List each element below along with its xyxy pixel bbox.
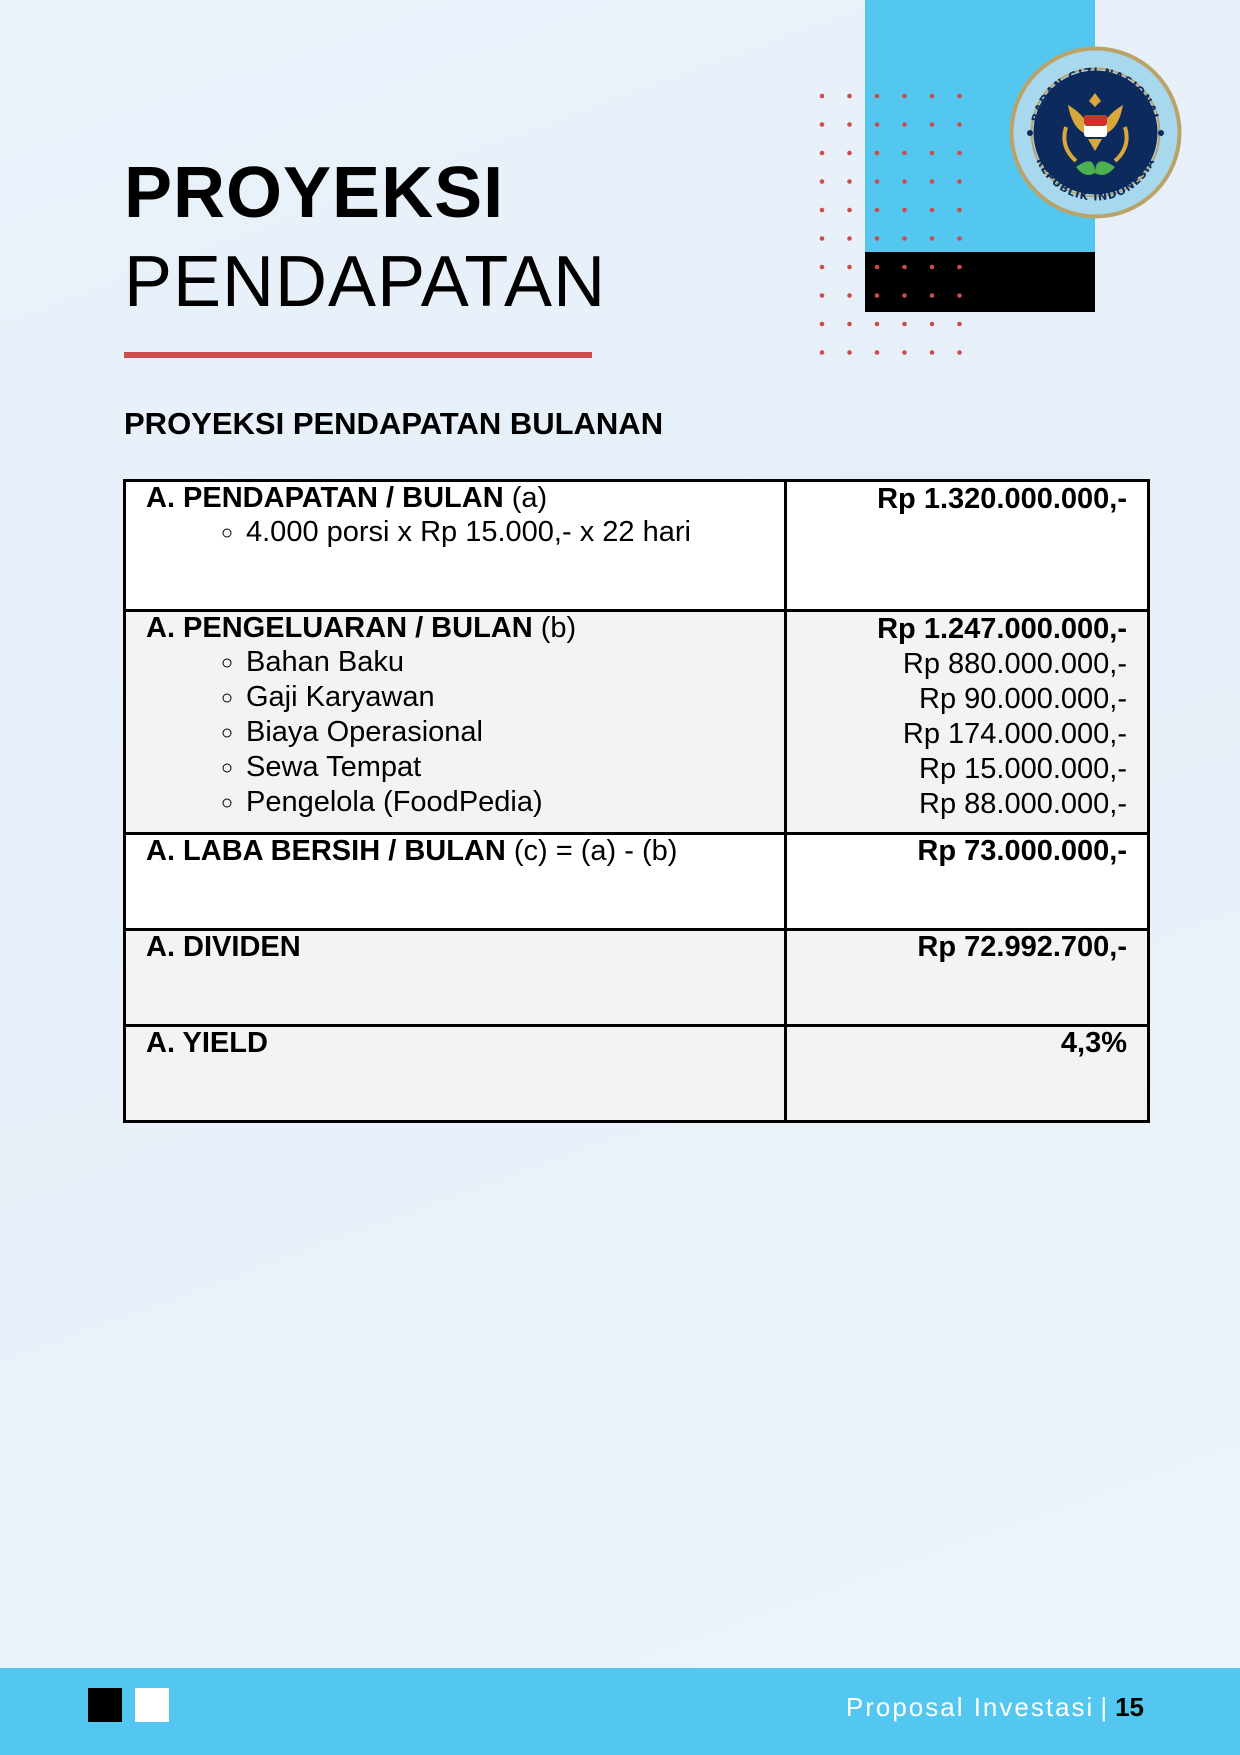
income-label: A. PENDAPATAN / BULAN (146, 482, 504, 514)
decorative-dot (902, 322, 907, 327)
decorative-dot (930, 208, 935, 213)
decorative-dot (875, 122, 880, 127)
decorative-dot (847, 122, 852, 127)
decorative-dot (847, 236, 852, 241)
dividend-value: Rp 72.992.700,- (917, 931, 1127, 963)
decorative-dot (902, 208, 907, 213)
income-detail-item: ◦ 4.000 porsi x Rp 15.000,- x 22 hari (246, 515, 764, 550)
footer-white-square (135, 1688, 169, 1722)
net-profit-suffix: (c) = (a) - (b) (513, 835, 678, 867)
yield-label: A. YIELD (146, 1027, 268, 1059)
expense-suffix: (b) (540, 612, 577, 644)
decorative-dot (875, 179, 880, 184)
page-footer (0, 1668, 1240, 1755)
decorative-dot (930, 236, 935, 241)
expense-item-raw-material: ◦ Bahan Baku (246, 645, 764, 680)
page-number: 15 (1115, 1692, 1144, 1722)
decorative-dot (847, 94, 852, 99)
yield-label-cell (125, 1026, 786, 1122)
net-profit-label-cell (125, 834, 786, 930)
badan-gizi-nasional-logo (1008, 45, 1183, 220)
decorative-dot (847, 265, 852, 270)
decorative-dot (847, 322, 852, 327)
decorative-dot (820, 208, 825, 213)
net-profit-label: A. LABA BERSIH / BULAN (146, 835, 506, 867)
decorative-dot (930, 151, 935, 156)
footer-separator: | (1100, 1692, 1110, 1722)
decorative-dot (902, 151, 907, 156)
decorative-dot (902, 94, 907, 99)
net-profit-value-cell (786, 834, 1149, 930)
decorative-dot (957, 350, 962, 355)
expense-label: A. PENGELUARAN / BULAN (146, 612, 533, 644)
decorative-dot (930, 122, 935, 127)
decorative-dot (875, 208, 880, 213)
decorative-dot (875, 265, 880, 270)
decorative-dot (820, 350, 825, 355)
decorative-dot (957, 208, 962, 213)
decorative-dot (957, 265, 962, 270)
net-profit-value: Rp 73.000.000,- (917, 835, 1127, 867)
dividend-label: A. DIVIDEN (146, 931, 301, 963)
table-row (125, 930, 1149, 1026)
expense-value-rent: Rp 15.000.000,- (919, 753, 1127, 785)
yield-value-cell (786, 1026, 1149, 1122)
expense-item-manager: ◦ Pengelola (FoodPedia) (246, 785, 764, 820)
decorative-dot (930, 94, 935, 99)
income-projection-table (123, 479, 1150, 1123)
decorative-dot (902, 293, 907, 298)
decorative-dot (902, 122, 907, 127)
table-row (125, 481, 1149, 611)
footer-black-square (88, 1688, 122, 1722)
table-row (125, 834, 1149, 930)
footer-label (846, 1692, 1144, 1723)
expense-value-raw-material: Rp 880.000.000,- (902, 648, 1127, 680)
expense-value-operational: Rp 174.000.000,- (902, 718, 1127, 750)
section-title: PROYEKSI PENDAPATAN BULANAN (124, 406, 664, 441)
decorative-dot (820, 151, 825, 156)
decorative-dot (820, 293, 825, 298)
decorative-dot (930, 179, 935, 184)
expense-label-cell (125, 611, 786, 834)
decorative-dot (820, 322, 825, 327)
dividend-label-cell (125, 930, 786, 1026)
page-title-line1: PROYEKSI (124, 153, 505, 233)
decorative-dot (875, 151, 880, 156)
decorative-dot (820, 122, 825, 127)
expense-value-manager: Rp 88.000.000,- (919, 788, 1127, 820)
decorative-dot (957, 236, 962, 241)
decorative-dot (930, 293, 935, 298)
dividend-value-cell (786, 930, 1149, 1026)
decorative-dot (875, 322, 880, 327)
decorative-dot (847, 350, 852, 355)
decorative-dot (820, 236, 825, 241)
svg-text:REPUBLIK INDONESIA: REPUBLIK INDONESIA (1033, 155, 1158, 204)
decorative-dot (902, 265, 907, 270)
decorative-dot (957, 293, 962, 298)
decorative-dot (875, 94, 880, 99)
decorative-dot (847, 151, 852, 156)
decorative-dot (902, 350, 907, 355)
income-details (146, 515, 764, 550)
income-suffix: (a) (511, 482, 548, 514)
footer-document-name: Proposal Investasi (845, 1692, 1095, 1722)
decorative-dot (820, 179, 825, 184)
decorative-dot (957, 322, 962, 327)
svg-text:BADAN GIZI NASIONAL: BADAN GIZI NASIONAL (1029, 65, 1162, 124)
expense-value-cell (786, 611, 1149, 834)
decorative-dot (902, 179, 907, 184)
decorative-dot (957, 122, 962, 127)
page-title-line2: PENDAPATAN (124, 242, 607, 322)
decorative-dot (875, 236, 880, 241)
income-value: Rp 1.320.000.000,- (877, 483, 1127, 515)
decorative-dot (957, 179, 962, 184)
expense-items (146, 645, 764, 820)
decorative-dot (847, 179, 852, 184)
decorative-dot-grid (815, 90, 965, 360)
table-row (125, 1026, 1149, 1122)
expense-item-rent: ◦ Sewa Tempat (246, 750, 764, 785)
expense-total-value: Rp 1.247.000.000,- (877, 613, 1127, 645)
decorative-dot (875, 293, 880, 298)
decorative-dot (875, 350, 880, 355)
income-value-cell (786, 481, 1149, 611)
expense-item-operational: ◦ Biaya Operasional (246, 715, 764, 750)
decorative-dot (847, 208, 852, 213)
decorative-dot (820, 265, 825, 270)
decorative-dot (957, 94, 962, 99)
decorative-dot (930, 322, 935, 327)
table-row (125, 611, 1149, 834)
expense-value-salary: Rp 90.000.000,- (919, 683, 1127, 715)
title-underline (124, 352, 592, 358)
decorative-dot (902, 236, 907, 241)
decorative-dot (930, 265, 935, 270)
income-label-cell (125, 481, 786, 611)
expense-item-salary: ◦ Gaji Karyawan (246, 680, 764, 715)
decorative-dot (957, 151, 962, 156)
decorative-dot (930, 350, 935, 355)
decorative-dot (847, 293, 852, 298)
yield-value: 4,3% (1060, 1027, 1127, 1059)
decorative-dot (820, 94, 825, 99)
